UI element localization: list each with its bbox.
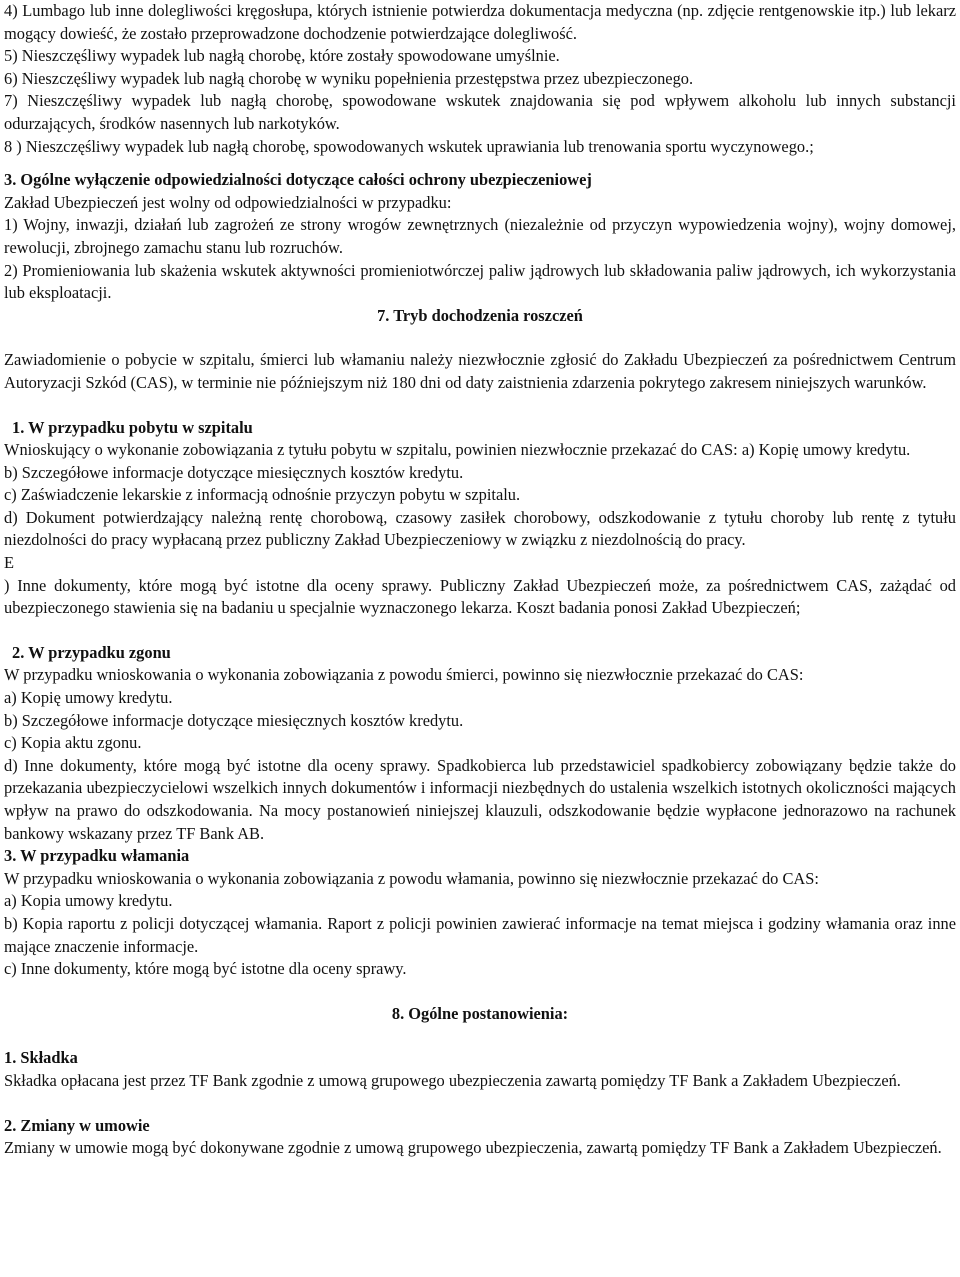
- general-exclusion-heading: 3. Ogólne wyłączenie odpowiedzialności dotyczące całości ochrony ubezpieczeniowej: [4, 170, 592, 190]
- burglary-line: c) Inne dokumenty, które mogą być istotne dla oceny sprawy.: [4, 959, 407, 979]
- burglary-line: b) Kopia raportu z policji dotyczącej włamania. Raport z policji powinien zawierać informacje na temat miejsca i godziny włamania oraz inne mające znaczenie informacje.: [4, 913, 956, 956]
- section-7-intro: Zawiadomienie o pobycie w szpitalu, śmierci lub włamaniu należy niezwłocznie zgłosić do Zakładu Ubezpieczeń za pośrednictwem Centrum Autoryzacji Szkód (CAS), w terminie nie późniejszym niż 180 dni od daty zaistnienia zdarzenia pokrytego zakresem niniejszych warunków.: [4, 350, 956, 392]
- hospital-line: E: [4, 553, 15, 573]
- premium-section: [4, 1047, 956, 1092]
- exclusion-item-7: 7) Nieszczęśliwy wypadek lub nagłą chorobę, spowodowane wskutek znajdowania się pod wpływem alkoholu lub innych substancji odurzających, środków nasennych lub narkotyków.: [4, 91, 956, 133]
- burglary-heading: 3. W przypadku włamania: [4, 846, 190, 866]
- exclusion-item-8: 8 ) Nieszczęśliwy wypadek lub nagłą chorobę, spowodowanych wskutek uprawiania lub trenowania sportu wyczynowego.;: [4, 136, 814, 156]
- section-7-title: 7. Tryb dochodzenia roszczeń: [377, 305, 583, 325]
- general-exclusion-item-1: 1) Wojny, inwazji, działań lub zagrożeń ze strony wrogów zewnętrznych (niezależnie od przyczyn wypowiedzenia wojny), wojny domowej, rewolucji, zbrojnego zamachu stanu lub rozruchów.: [4, 215, 956, 257]
- death-heading: 2. W przypadku zgonu: [12, 642, 171, 662]
- hospital-line: Wnioskujący o wykonanie zobowiązania z tytułu pobytu w szpitalu, powinien niezwłocznie przekazać do CAS: a) Kopię umowy kredytu.: [4, 440, 911, 460]
- burglary-line: a) Kopia umowy kredytu.: [4, 891, 173, 911]
- general-exclusion-section: [4, 169, 956, 305]
- general-exclusion-item-2: 2) Promieniowania lub skażenia wskutek aktywności promieniotwórczej paliw jądrowych lub składowania paliw jądrowych, ich wykorzystania lub eksploatacji.: [4, 260, 956, 303]
- premium-heading: 1. Składka: [4, 1048, 78, 1068]
- exclusion-item-6: 6) Nieszczęśliwy wypadek lub nagłą chorobę w wyniku popełnienia przestępstwa przez ubezpieczonego.: [4, 68, 694, 88]
- hospital-line: ) Inne dokumenty, które mogą być istotne dla oceny sprawy. Publiczny Zakład Ubezpieczeń może, za pośrednictwem CAS, zażądać od ubezpieczonego stawienia się na badaniu u specjalnie wyznaczonego lekarza. Koszt badania ponosi Zakład Ubezpieczeń;: [4, 575, 956, 618]
- burglary-line: W przypadku wnioskowania o wykonania zobowiązania z powodu włamania, powinno się niezwłocznie przekazać do CAS:: [4, 868, 819, 888]
- exclusion-item-5: 5) Nieszczęśliwy wypadek lub nagłą chorobę, które zostały spowodowane umyślnie.: [4, 46, 560, 66]
- hospital-line: d) Dokument potwierdzający należną rentę chorobową, czasowy zasiłek chorobowy, odszkodowanie z tytułu choroby lub rentę z tytułu niezdolności do pracy wypłacaną przez publiczny Zakład Ubezpieczeniowy w związku z niezdolnością do pracy.: [4, 507, 956, 550]
- contract-changes-text: Zmiany w umowie mogą być dokonywane zgodnie z umową grupowego ubezpieczenia, zawartą pomiędzy TF Bank a Zakładem Ubezpieczeń.: [4, 1138, 942, 1158]
- general-exclusion-intro: Zakład Ubezpieczeń jest wolny od odpowiedzialności w przypadku:: [4, 192, 452, 212]
- death-line: W przypadku wnioskowania o wykonania zobowiązania z powodu śmierci, powinno się niezwłocznie przekazać do CAS:: [4, 665, 804, 685]
- premium-text: Składka opłacana jest przez TF Bank zgodnie z umową grupowego ubezpieczenia zawartą pomiędzy TF Bank a Zakładem Ubezpieczeń.: [4, 1070, 901, 1090]
- section-8-title: 8. Ogólne postanowienia:: [391, 1003, 569, 1023]
- burglary-claim-section: [4, 845, 956, 981]
- hospital-claim-section: [4, 417, 956, 620]
- exclusion-item-4: 4) Lumbago lub inne dolegliwości kręgosłupa, których istnienie potwierdza dokumentacja medyczna (np. zdjęcie rentgenowskie itp.) lub lekarz mogący dowieść, że zostało przeprowadzone dochodzenie potwierdzające dolegliwość.: [4, 1, 956, 43]
- hospital-heading: 1. W przypadku pobytu w szpitalu: [12, 417, 253, 437]
- exclusions-list: [4, 0, 956, 158]
- hospital-line: c) Zaświadczenie lekarskie z informacją odnośnie przyczyn pobytu w szpitalu.: [4, 485, 521, 505]
- death-claim-section: [4, 642, 956, 845]
- contract-changes-section: [4, 1115, 956, 1160]
- death-line: b) Szczegółowe informacje dotyczące miesięcznych kosztów kredytu.: [4, 710, 464, 730]
- death-line: d) Inne dokumenty, które mogą być istotne dla oceny sprawy. Spadkobierca lub przedstawiciel spadkobiercy zobowiązany będzie także do przekazania ubezpieczycielowi wszelkich innych dokumentów i informacji niezbędnych do ustalenia wszelkich istotnych okoliczności mających wpływ na prawo do odszkodowania. Na mocy postanowień niniejszej klauzuli, odszkodowanie będzie wypłacone jednorazowo na rachunek bankowy wskazany przez TF Bank AB.: [4, 755, 956, 843]
- hospital-line: b) Szczegółowe informacje dotyczące miesięcznych kosztów kredytu.: [4, 462, 464, 482]
- contract-changes-heading: 2. Zmiany w umowie: [4, 1115, 150, 1135]
- death-line: c) Kopia aktu zgonu.: [4, 733, 142, 753]
- death-line: a) Kopię umowy kredytu.: [4, 688, 173, 708]
